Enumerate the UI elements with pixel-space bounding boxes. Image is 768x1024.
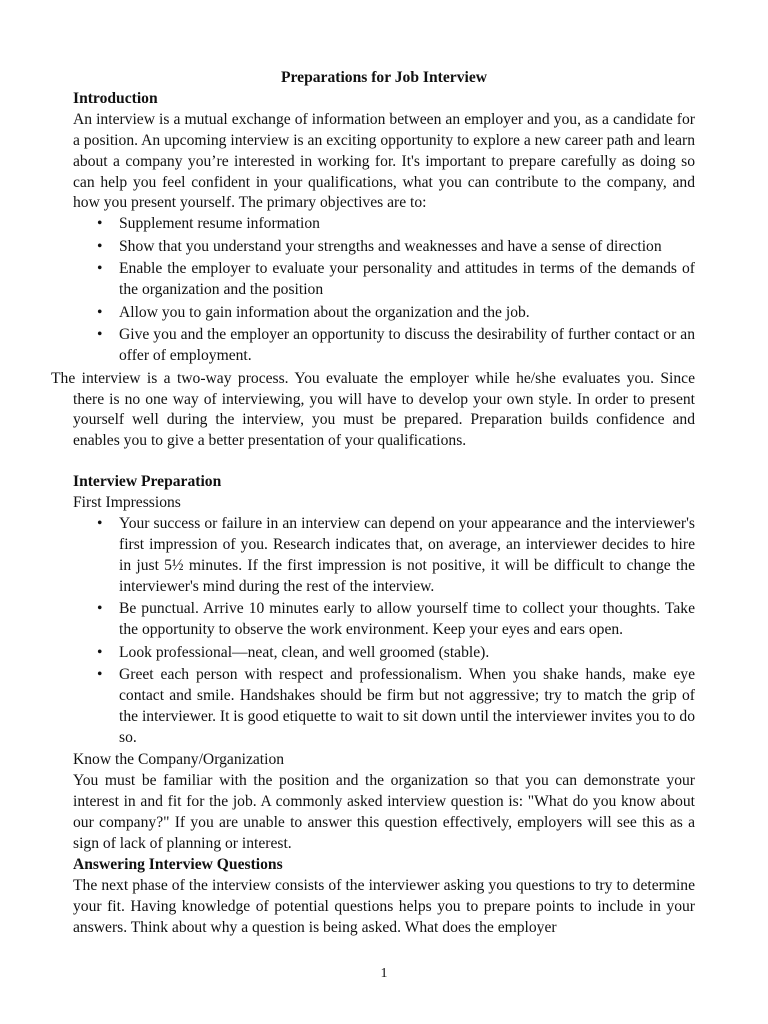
first-impressions-subheading: First Impressions: [73, 494, 181, 512]
know-company-paragraph: You must be familiar with the position and the organization so that you can demonstrate your interest in and fit for the job. A commonly asked interview question is: "What do you know about our company?" If you are unable to answer this question effectively, employers will see this as a sign of lack of planning or interest.: [73, 772, 695, 853]
list-item: • Show that you understand your strengths and weaknesses and have a sense of direction: [73, 237, 695, 258]
section-spacer: [73, 452, 695, 472]
answering-questions-paragraph: The next phase of the interview consists of the interviewer asking you questions to try to determine your fit. Having knowledge of potential questions helps you to prepare points to include in your answers. Think about why a question is being asked. What does the employer: [73, 876, 695, 936]
introduction-heading: Introduction: [73, 89, 158, 107]
list-item: • Be punctual. Arrive 10 minutes early to allow yourself time to collect your thoughts. Take the opportunity to observe the work environment. Keep your eyes and ears open.: [73, 599, 695, 641]
introduction-paragraph: An interview is a mutual exchange of information between an employer and you, as a candidate for a position. An upcoming interview is an exciting opportunity to explore a new career path and learn about a company you’re interested in working for. It's important to prepare carefully as doing so can help you feel confident in your qualifications, what you can contribute to the company, and how you present yourself. The primary objectives are to:: [73, 110, 695, 212]
list-item: • Enable the employer to evaluate your personality and attitudes in terms of the demands of the organization and the position: [73, 259, 695, 301]
interview-preparation-heading: Interview Preparation: [73, 473, 222, 491]
first-impressions-list: [73, 514, 695, 749]
answering-questions-heading: Answering Interview Questions: [73, 855, 283, 873]
page-number: 1: [380, 966, 388, 981]
list-item: • Allow you to gain information about the organization and the job.: [73, 303, 695, 324]
list-item: • Supplement resume information: [73, 214, 695, 235]
list-item: • Give you and the employer an opportunity to discuss the desirability of further contact or an offer of employment.: [73, 325, 695, 367]
list-item: • Greet each person with respect and professionalism. When you shake hands, make eye contact and smile. Handshakes should be firm but not aggressive; try to match the grip of the interviewer. It is good etiquette to wait to sit down until the interviewer invites you to do so.: [73, 665, 695, 749]
page-title: Preparations for Job Interview: [280, 69, 487, 86]
list-item: • Look professional—neat, clean, and well groomed (stable).: [73, 643, 695, 664]
page-content: [51, 68, 695, 939]
objectives-list: [73, 214, 695, 367]
know-company-subheading: Know the Company/Organization: [73, 751, 285, 769]
list-item: • Your success or failure in an interview can depend on your appearance and the interviewer's first impression of you. Research indicates that, on average, an interviewer decides to hire in just 5½ minutes. If the first impression is not positive, it will be difficult to change the interviewer's mind during the rest of the interview.: [73, 514, 695, 598]
two-way-process-paragraph: The interview is a two-way process. You evaluate the employer while he/she evaluates you. Since there is no one way of interviewing, you will have to develop your own style. In order to present yourself well during the interview, you must be prepared. Preparation builds confidence and enables you to give a better presentation of your qualifications.: [51, 369, 695, 450]
